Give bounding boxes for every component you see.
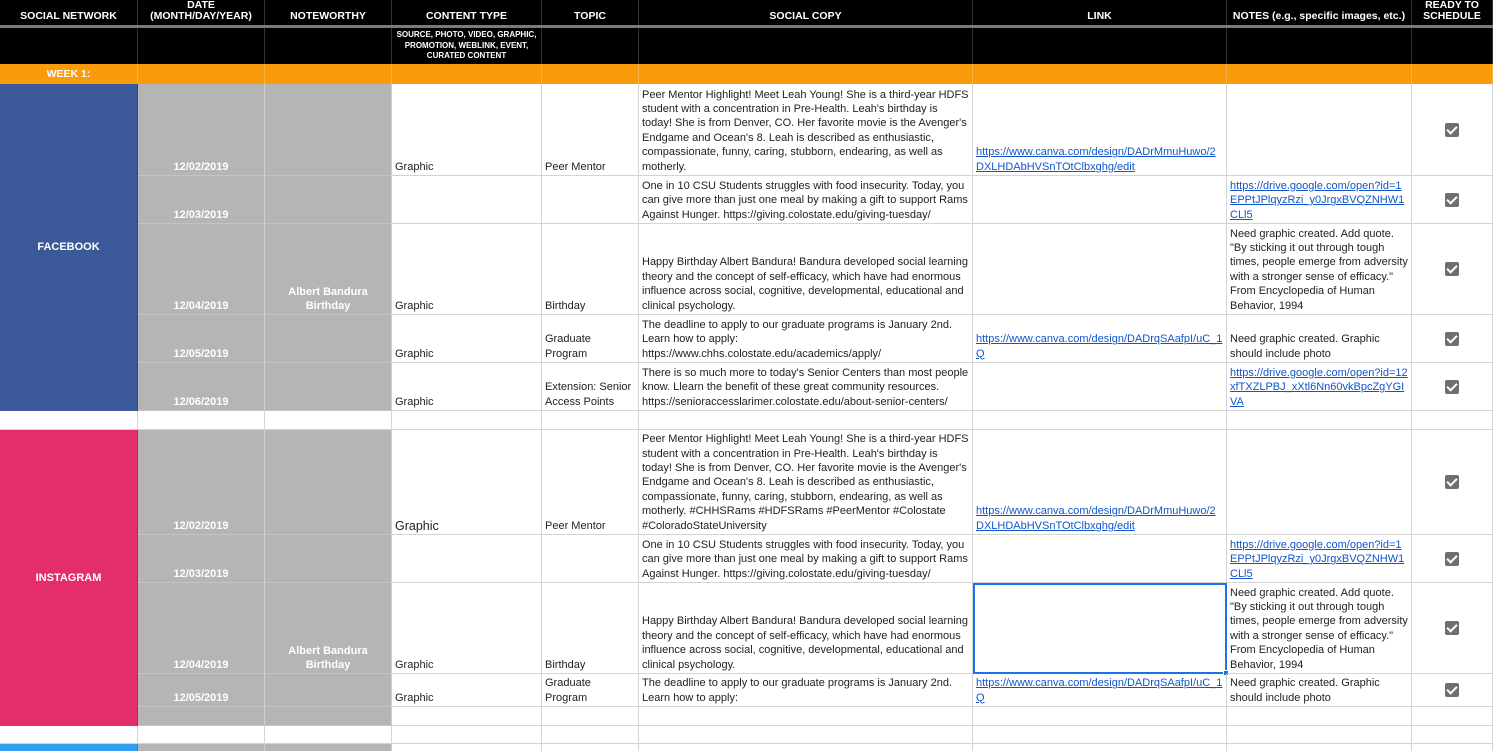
spacer-cell[interactable] [392,411,542,430]
subheader-cell[interactable] [392,28,542,64]
content-type-value: Graphic [395,691,434,704]
next-row-cell[interactable] [138,744,265,751]
header-label: LINK [1087,10,1112,22]
date-value: 12/05/2019 [173,691,229,704]
next-row-cell[interactable] [392,744,542,751]
ready-cell[interactable] [1412,674,1493,707]
topic-cell[interactable] [542,363,639,411]
topic-cell[interactable] [542,674,639,707]
social-copy-cell[interactable] [639,363,973,411]
header-label: SOCIAL NETWORK [20,10,117,22]
social-copy-cell[interactable] [639,674,973,707]
ready-cell[interactable] [1412,535,1493,583]
date-cell[interactable] [138,224,265,315]
ready-checkbox-icon[interactable] [1445,380,1459,394]
subheader-cell[interactable] [973,28,1227,64]
notes-text: Need graphic created. Add quote. "By sticking it out through tough times, people emerge from adversity with a stronger sense of efficacy." From Encyclopedia of Human Behavior, 1994 [1230,586,1408,671]
content-type-cell[interactable] [392,430,542,535]
ready-cell[interactable] [1412,363,1493,411]
noteworthy-cell[interactable] [265,674,392,707]
ready-checkbox-icon[interactable] [1445,262,1459,276]
ready-cell[interactable] [1412,176,1493,224]
link-cell[interactable] [973,176,1227,224]
date-value: 12/05/2019 [173,347,229,360]
topic-value: Birthday [545,299,586,312]
noteworthy-cell[interactable] [265,315,392,363]
social-copy-text: The deadline to apply to our graduate programs is January 2nd. Learn how to apply: https://www.chhs.colostate.edu/academics/apply/ [642,318,953,360]
next-row-cell[interactable] [1227,744,1412,751]
date-cell[interactable] [138,363,265,411]
noteworthy-cell[interactable] [265,363,392,411]
subheader-cell[interactable] [1227,28,1412,64]
link-cell[interactable] [973,535,1227,583]
design-link: https://www.canva.com/design/DADrMmuHuwo/2DXLHDAbHVSnTOtClbxghg/edit [976,505,1216,532]
content-type-value: Graphic [395,518,439,533]
header-notes[interactable] [1227,0,1412,25]
instagram-network-block[interactable] [0,430,138,726]
date-value: 12/03/2019 [173,567,229,580]
content-type-value: Graphic [395,160,434,173]
week-cell[interactable] [1412,64,1493,84]
ready-cell[interactable] [1412,583,1493,674]
link-cell[interactable] [973,583,1227,674]
topic-cell[interactable] [542,535,639,583]
notes-text: Need graphic created. Graphic should include photo [1230,333,1380,360]
content-type-value: Graphic [395,347,434,360]
noteworthy-cell[interactable] [265,430,392,535]
content-type-cell[interactable] [392,674,542,707]
ready-cell[interactable] [1412,224,1493,315]
content-type-cell[interactable] [392,84,542,176]
week-cell[interactable] [542,64,639,84]
filler-cell[interactable] [542,707,639,726]
date-cell[interactable] [138,315,265,363]
filler-cell[interactable] [639,707,973,726]
social-copy-text: There is so much more to today's Senior Centers than most people know. Llearn the benefit of these great community resources. https://senioraccesslarimer.colostate.edu/about-senior-centers/ [642,366,969,408]
next-row-cell[interactable] [639,744,973,751]
subheader-cell[interactable] [1412,28,1493,64]
social-copy-cell[interactable] [639,84,973,176]
topic-value: Graduate Program [545,677,591,704]
content-type-value: Graphic [395,299,434,312]
spacer-cell[interactable] [138,411,265,430]
header-topic[interactable] [542,0,639,25]
filler-cell[interactable] [1227,707,1412,726]
noteworthy-value: Albert Bandura Birthday [288,286,368,312]
topic-cell[interactable] [542,430,639,535]
topic-value: Birthday [545,658,586,671]
spacer-cell[interactable] [265,411,392,430]
notes-link: https://drive.google.com/open?id=1EPPtJPlqyzRzi_y0JrgxBVQZNHW1CLl5 [1230,179,1405,221]
social-copy-cell[interactable] [639,535,973,583]
header-label: CONTENT TYPE [425,10,508,22]
week-label-text: WEEK 1: [46,67,91,80]
spacer-cell[interactable] [138,726,265,744]
subheader-cell[interactable] [542,28,639,64]
ready-checkbox-icon[interactable] [1445,332,1459,346]
date-cell[interactable] [138,583,265,674]
ready-checkbox-icon[interactable] [1445,621,1459,635]
social-copy-text: The deadline to apply to our graduate programs is January 2nd. Learn how to apply: [642,677,953,704]
header-label: NOTEWORTHY [290,10,366,22]
social-copy-cell[interactable] [639,176,973,224]
next-row-cell[interactable] [973,744,1227,751]
topic-value: Graduate Program [545,333,591,360]
notes-cell[interactable] [1227,176,1412,224]
filler-cell[interactable] [1412,707,1493,726]
header-content-type[interactable] [392,0,542,25]
spacer-cell[interactable] [542,726,639,744]
header-ready[interactable] [1412,0,1493,25]
social-copy-cell[interactable] [639,430,973,535]
topic-cell[interactable] [542,583,639,674]
notes-cell[interactable] [1227,535,1412,583]
date-value: 12/04/2019 [173,658,229,671]
date-value: 12/02/2019 [173,160,229,173]
filler-cell[interactable] [973,707,1227,726]
spacer-cell[interactable] [973,411,1227,430]
noteworthy-cell[interactable] [265,224,392,315]
week-cell[interactable] [138,64,265,84]
ready-cell[interactable] [1412,430,1493,535]
topic-cell[interactable] [542,224,639,315]
content-type-cell[interactable] [392,224,542,315]
date-value: 12/04/2019 [173,299,229,312]
social-copy-text: Happy Birthday Albert Bandura! Bandura developed social learning theory and the concept of self-efficacy, which have had enormous influence across social, cognitive, developmental, educational and clinical psychology. [642,615,968,671]
instagram-network-label: INSTAGRAM [35,571,102,584]
topic-cell[interactable] [542,176,639,224]
ready-checkbox-icon[interactable] [1445,552,1459,566]
social-copy-text: One in 10 CSU Students struggles with food insecurity. Today, you can give more than just one meal by making a gift to support Rams Against Hunger. https://giving.colostate.edu/giving-tuesday/ [642,538,968,580]
noteworthy-cell[interactable] [265,84,392,176]
link-cell[interactable] [973,224,1227,315]
next-row-cell[interactable] [1412,744,1493,751]
header-label: TOPIC [574,10,606,22]
header-label: SOCIAL COPY [769,10,842,22]
link-cell[interactable] [973,315,1227,363]
notes-cell[interactable] [1227,674,1412,707]
ready-checkbox-icon[interactable] [1445,123,1459,137]
header-social-network[interactable] [0,0,138,25]
week-cell[interactable] [392,64,542,84]
week-cell[interactable] [973,64,1227,84]
date-cell[interactable] [138,535,265,583]
subheader-cell[interactable] [0,28,138,64]
filler-cell[interactable] [392,707,542,726]
content-type-cell[interactable] [392,315,542,363]
ready-checkbox-icon[interactable] [1445,475,1459,489]
notes-link: https://drive.google.com/open?id=1EPPtJPlqyzRzi_y0JrgxBVQZNHW1CLl5 [1230,538,1405,580]
notes-cell[interactable] [1227,430,1412,535]
date-value: 12/03/2019 [173,208,229,221]
content-type-cell[interactable] [392,176,542,224]
ready-checkbox-icon[interactable] [1445,683,1459,697]
notes-cell[interactable] [1227,363,1412,411]
design-link: https://www.canva.com/design/DADrqSAafpI/uC_1Q [976,333,1223,360]
header-label: NOTES (e.g., specific images, etc.) [1232,10,1406,22]
topic-cell[interactable] [542,315,639,363]
social-copy-text: Happy Birthday Albert Bandura! Bandura developed social learning theory and the concept of self-efficacy, which have had enormous influence across social, cognitive, developmental, educational and clinical psychology. [642,256,968,312]
spacer-cell[interactable] [265,726,392,744]
design-link: https://www.canva.com/design/DADrMmuHuwo/2DXLHDAbHVSnTOtClbxghg/edit [976,146,1216,173]
spacer-cell[interactable] [1412,726,1493,744]
link-cell[interactable] [973,84,1227,176]
social-copy-cell[interactable] [639,583,973,674]
content-type-cell[interactable] [392,363,542,411]
ready-checkbox-icon[interactable] [1445,193,1459,207]
week-cell[interactable] [265,64,392,84]
next-row-cell[interactable] [265,744,392,751]
notes-text: Need graphic created. Graphic should include photo [1230,677,1380,704]
content-type-value: Graphic [395,395,434,408]
ready-cell[interactable] [1412,315,1493,363]
topic-value: Peer Mentor [545,519,606,532]
notes-cell[interactable] [1227,224,1412,315]
notes-text: Need graphic created. Add quote. "By sticking it out through tough times, people emerge from adversity with a stronger sense of efficacy." From Encyclopedia of Human Behavior, 1994 [1230,227,1408,312]
spacer-cell[interactable] [542,411,639,430]
week-cell[interactable] [1227,64,1412,84]
header-label: DATE (MONTH/DAY/YEAR) [150,0,252,22]
spacer-cell[interactable] [0,726,138,744]
week-label[interactable] [0,64,138,84]
noteworthy-cell[interactable] [265,176,392,224]
week-cell[interactable] [639,64,973,84]
notes-cell[interactable] [1227,84,1412,176]
topic-value: Peer Mentor [545,160,606,173]
header-noteworthy[interactable] [265,0,392,25]
filler-cell[interactable] [138,707,265,726]
spacer-cell[interactable] [639,726,973,744]
topic-cell[interactable] [542,84,639,176]
header-date[interactable] [138,0,265,25]
notes-cell[interactable] [1227,315,1412,363]
link-cell[interactable] [973,674,1227,707]
link-cell[interactable] [973,363,1227,411]
noteworthy-cell[interactable] [265,535,392,583]
spacer-cell[interactable] [1227,411,1412,430]
header-link[interactable] [973,0,1227,25]
subheader-cell[interactable] [265,28,392,64]
spacer-cell[interactable] [392,726,542,744]
ready-cell[interactable] [1412,84,1493,176]
social-copy-cell[interactable] [639,224,973,315]
spacer-cell[interactable] [639,411,973,430]
social-copy-text: Peer Mentor Highlight! Meet Leah Young! She is a third-year HDFS student with a concentration in Pre-Health. Leah's birthday is today! She is from Denver, CO. Her favorite movie is the Avenger's Endgame and Ocean's 8. Leah is described as enthusiastic, compassionate, funny, caring, stubborn, endearing, as well as motherly. [642,88,969,173]
spacer-cell[interactable] [973,726,1227,744]
spacer-cell[interactable] [1227,726,1412,744]
topic-value: Extension: Senior Access Points [545,381,632,408]
date-value: 12/06/2019 [173,395,229,408]
filler-cell[interactable] [265,707,392,726]
spacer-cell[interactable] [1412,411,1493,430]
social-copy-text: One in 10 CSU Students struggles with food insecurity. Today, you can give more than just one meal by making a gift to support Rams Against Hunger. https://giving.colostate.edu/giving-tuesday/ [642,179,968,221]
content-type-options: SOURCE, PHOTO, VIDEO, GRAPHIC, PROMOTION, WEBLINK, EVENT, CURATED CONTENT [396,30,537,60]
link-cell[interactable] [973,430,1227,535]
social-copy-cell[interactable] [639,315,973,363]
facebook-network-label: FACEBOOK [37,241,100,254]
next-row-cell[interactable] [542,744,639,751]
spacer-cell[interactable] [0,411,138,430]
facebook-network-block[interactable] [0,84,138,411]
design-link: https://www.canva.com/design/DADrqSAafpI/uC_1Q [976,677,1223,704]
date-cell[interactable] [138,430,265,535]
notes-cell[interactable] [1227,583,1412,674]
date-cell[interactable] [138,674,265,707]
twitter-network-block[interactable] [0,744,138,751]
noteworthy-cell[interactable] [265,583,392,674]
header-social-copy[interactable] [639,0,973,25]
social-copy-text: Peer Mentor Highlight! Meet Leah Young! She is a third-year HDFS student with a concentration in Pre-Health. Leah's birthday is today! She is from Denver, CO. Her favorite movie is the Avenger's Endgame and Ocean's 8. Leah is described as enthusiastic, compassionate, funny, caring, stubborn, endearing, as well as motherly. #CHHSRams #HDFSRams #PeerMentor #Colostate #ColoradoStateUniversity [642,433,969,532]
subheader-cell[interactable] [138,28,265,64]
content-type-value: Graphic [395,658,434,671]
subheader-cell[interactable] [639,28,973,64]
notes-link: https://drive.google.com/open?id=12xfTXZLPBJ_xXtl6Nn60vkBpcZgYGIVA [1230,366,1408,408]
header-label: READY TO SCHEDULE [1423,0,1481,22]
date-value: 12/02/2019 [173,519,229,532]
content-type-cell[interactable] [392,583,542,674]
noteworthy-value: Albert Bandura Birthday [288,645,368,671]
date-cell[interactable] [138,176,265,224]
date-cell[interactable] [138,84,265,176]
content-type-cell[interactable] [392,535,542,583]
